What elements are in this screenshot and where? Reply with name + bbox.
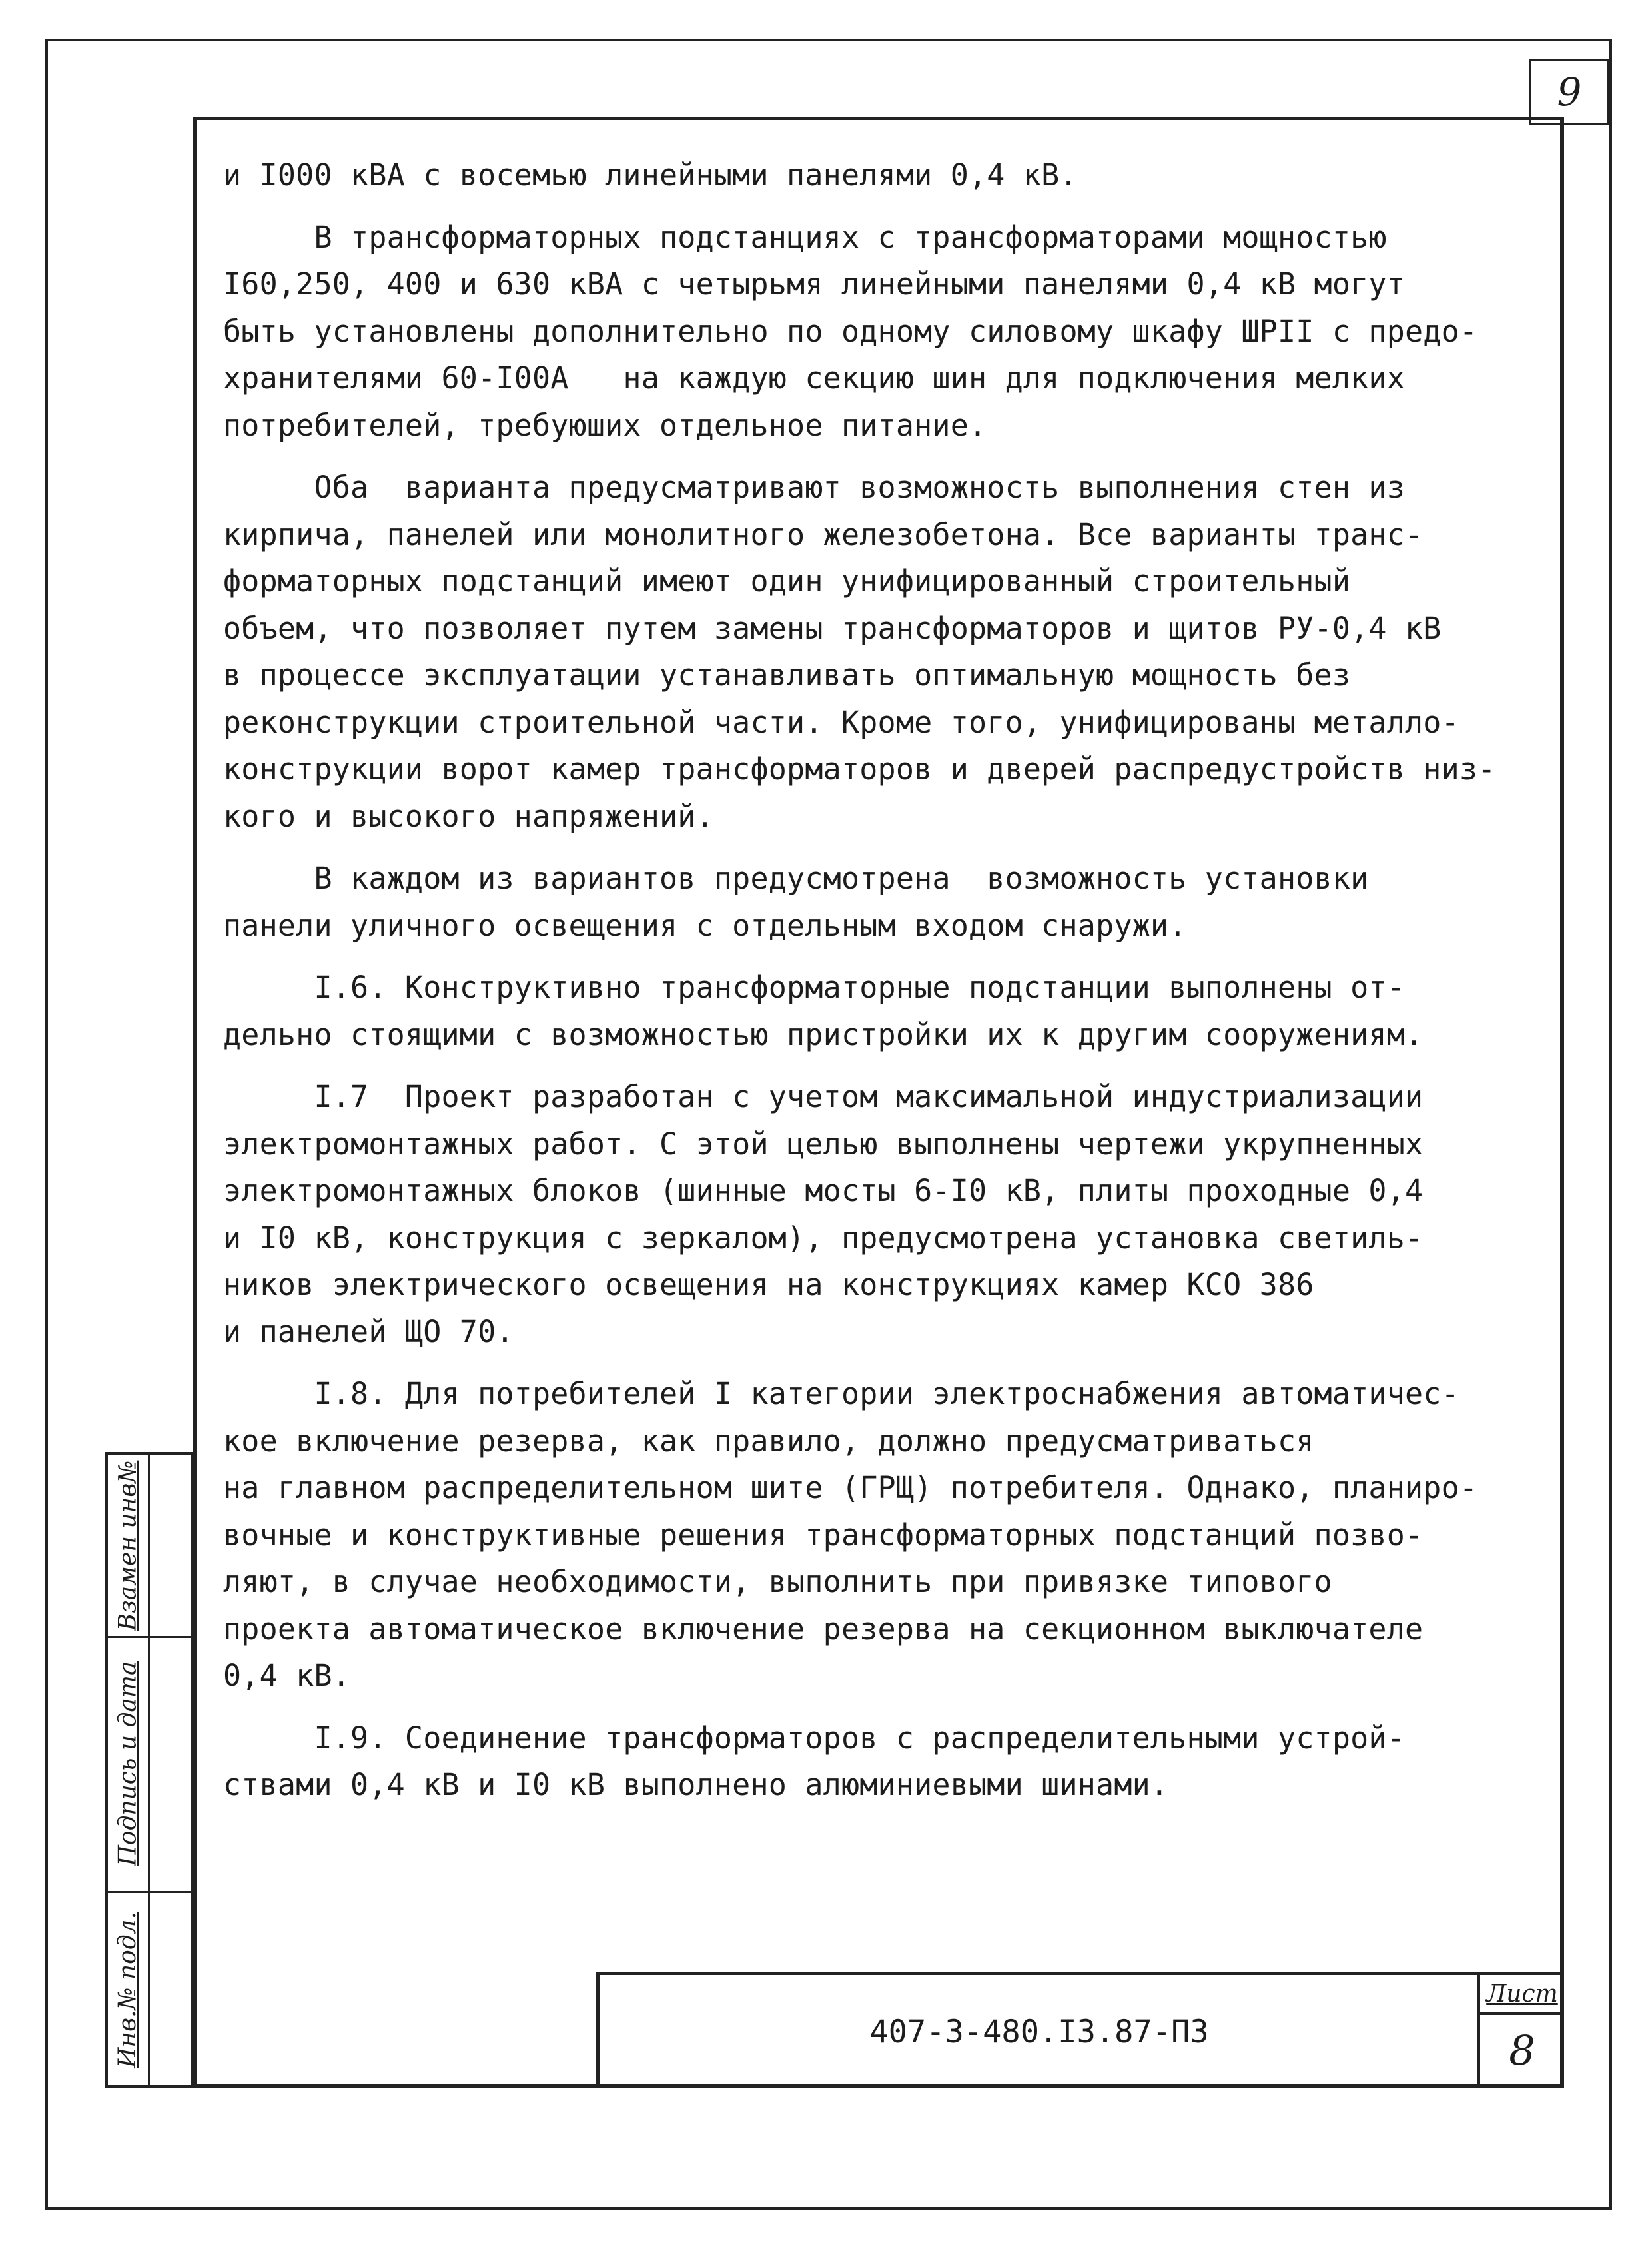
paragraph	[223, 152, 1549, 199]
text-line: хранителями 60-I00А на каждую секцию шин для подключения мелких	[223, 360, 1405, 396]
stamp-column-divider	[148, 1455, 150, 2085]
text-line: В трансформаторных подстанциях с трансформаторами мощностью	[223, 219, 1387, 255]
text-line: в процессе эксплуатации устанавливать оптимальную мощность без	[223, 657, 1351, 693]
text-line: реконструкции строительной части. Кроме того, унифицированы металло-	[223, 704, 1459, 740]
document-code: 407-3-480.I3.87-ПЗ	[869, 2013, 1209, 2050]
document-body	[223, 152, 1549, 1824]
text-line: I.9. Соединение трансформаторов с распределительными устрой-	[223, 1720, 1405, 1756]
text-line: ствами 0,4 кВ и I0 кВ выполнено алюминиевыми шинами.	[223, 1767, 1169, 1802]
text-line: быть установлены дополнительно по одному силовому шкафу ШРII с предо-	[223, 313, 1478, 349]
text-line: потребителей, требуюших отдельное питание.	[223, 407, 987, 443]
paragraph	[223, 1715, 1549, 1809]
text-line: Оба варианта предусматривают возможность выполнения стен из	[223, 470, 1405, 505]
text-line: дельно стоящими с возможностью пристройки их к другим сооружениям.	[223, 1016, 1424, 1052]
text-line: кого и высокого напряжений.	[223, 798, 714, 834]
text-line: кое включение резерва, как правило, должно предусматриваться	[223, 1423, 1314, 1459]
text-line: проекта автоматическое включение резерва на секционном выключателе	[223, 1611, 1424, 1647]
text-line: и панелей ЩО 70.	[223, 1313, 514, 1349]
side-stamp	[105, 1452, 193, 2088]
text-line: форматорных подстанций имеют один унифицированный строительный	[223, 563, 1351, 599]
text-line: на главном распределительном шите (ГРЩ) потребителя. Однако, планиро-	[223, 1470, 1478, 1505]
text-line: вочные и конструктивные решения трансформаторных подстанций позво-	[223, 1517, 1424, 1553]
stamp-label-signature-date: Подпись и дата	[114, 1661, 142, 1866]
page-number	[1529, 59, 1610, 125]
sheet-cell	[1477, 1975, 1564, 2088]
text-line: В каждом из вариантов предусмотрена возможность установки	[223, 861, 1369, 896]
stamp-cell-inv-original	[108, 1891, 148, 2088]
paragraph	[223, 214, 1549, 450]
stamp-cell-signature-date	[108, 1636, 148, 1891]
text-line: электромонтажных работ. С этой целью выполнены чертежи укрупненных	[223, 1126, 1424, 1162]
text-line: кирпича, панелей или монолитного железобетона. Все варианты транс-	[223, 516, 1424, 552]
title-block	[596, 1972, 1564, 2088]
paragraph	[223, 1371, 1549, 1700]
paragraph	[223, 855, 1549, 949]
text-line: электромонтажных блоков (шинные мосты 6-I0 кВ, плиты проходные 0,4	[223, 1173, 1424, 1208]
text-line: конструкции ворот камер трансформаторов и дверей распредустройств низ-	[223, 751, 1496, 787]
text-line: I60,250, 400 и 630 кВА с четырьмя линейными панелями 0,4 кВ могут	[223, 266, 1405, 302]
text-line: и I0 кВ, конструкция с зеркалом), предусмотрена установка светиль-	[223, 1220, 1424, 1256]
text-line: и I000 кВА с восемью линейными панелями 0,4 кВ.	[223, 157, 1078, 192]
page-number-text: 9	[1557, 69, 1582, 115]
stamp-label-replace-inv: Взамен инв№	[114, 1460, 142, 1631]
stamp-cell-replace-inv	[108, 1455, 148, 1636]
text-line: I.6. Конструктивно трансформаторные подстанции выполнены от-	[223, 970, 1405, 1005]
stamp-label-inv-original: Инв.№ подл.	[114, 1911, 142, 2068]
text-line: I.8. Для потребителей I категории электроснабжения автоматичес-	[223, 1376, 1459, 1411]
text-line: I.7 Проект разработан с учетом максимальной индустриализации	[223, 1079, 1424, 1114]
text-line: ников электрического освещения на конструкциях камер КСО 386	[223, 1267, 1314, 1302]
text-line: ляют, в случае необходимости, выполнить при привязке типового	[223, 1564, 1332, 1599]
text-line: объем, что позволяет путем замены трансформаторов и щитов РУ-0,4 кВ	[223, 610, 1442, 646]
sheet-label: Лист	[1480, 1975, 1564, 2015]
paragraph	[223, 464, 1549, 840]
text-line: 0,4 кВ.	[223, 1658, 351, 1693]
sheet-number: 8	[1509, 2026, 1535, 2075]
paragraph	[223, 1074, 1549, 1355]
text-line: панели уличного освещения с отдельным входом снаружи.	[223, 907, 1187, 943]
paragraph	[223, 964, 1549, 1058]
